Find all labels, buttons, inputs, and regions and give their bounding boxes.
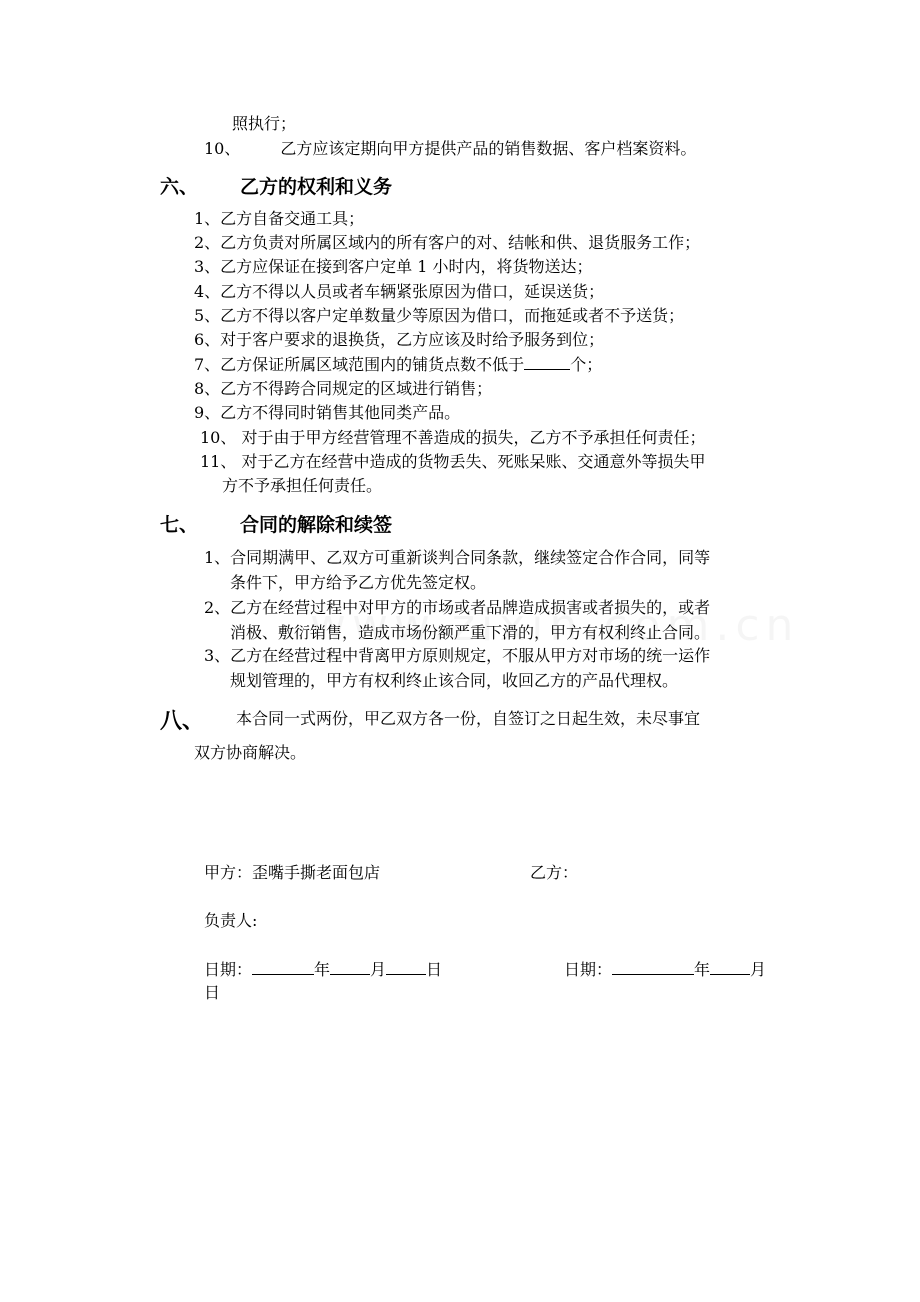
section6-item-1: 1、乙方自备交通工具； xyxy=(194,209,365,228)
section6-item-6: 6、对于客户要求的退换货，乙方应该及时给予服务到位； xyxy=(194,330,605,349)
date-party-a xyxy=(204,958,442,981)
month-blank xyxy=(710,958,750,975)
day-label: 日 xyxy=(426,960,443,979)
date-label: 日期： xyxy=(564,960,613,979)
section6-item-7-text: 7、乙方保证所属区域范围内的铺货点数不低于 xyxy=(194,355,525,374)
section6-item-11-continued: 方不予承担任何责任。 xyxy=(222,476,383,495)
day-blank xyxy=(386,958,426,975)
section7-item-3: 3、乙方在经营过程中背离甲方原则规定，不服从甲方对市场的统一运作 xyxy=(204,646,711,665)
section6-heading xyxy=(160,172,392,199)
section8-text: 本合同一式两份，甲乙双方各一份，自签订之日起生效，未尽事宜 xyxy=(236,709,701,728)
date-party-b xyxy=(564,958,766,981)
month-label: 月 xyxy=(370,960,387,979)
section6-item-7 xyxy=(194,353,602,376)
section6-item-11: 11、 对于乙方在经营中造成的货物丢失、死账呆账、交通意外等损失甲 xyxy=(200,452,706,471)
section6-item-9: 9、乙方不得同时销售其他同类产品。 xyxy=(194,403,461,422)
responsible-person: 负责人: xyxy=(204,911,258,930)
section7-item-1: 1、合同期满甲、乙双方可重新谈判合同条款，继续签定合作合同，同等 xyxy=(204,548,711,567)
date-party-b-day: 日 xyxy=(204,983,221,1002)
section6-item-4: 4、乙方不得以人员或者车辆紧张原因为借口，延误送货； xyxy=(194,282,605,301)
year-blank xyxy=(612,958,694,975)
year-label: 年 xyxy=(314,960,331,979)
section5-item10-text: 乙方应该定期向甲方提供产品的销售数据、客户档案资料。 xyxy=(280,139,697,158)
section7-item-1-continued: 条件下，甲方给予乙方优先签定权。 xyxy=(230,573,487,592)
section6-item-3: 3、乙方应保证在接到客户定单 1 小时内，将货物送达； xyxy=(194,257,593,276)
section7-item-2: 2、乙方在经营过程中对甲方的市场或者品牌造成损害或者损失的，或者 xyxy=(204,598,711,617)
section8-number: 八、 xyxy=(160,709,205,734)
section7-item-2-continued: 消极、敷衍销售，造成市场份额严重下滑的，甲方有权利终止合同。 xyxy=(230,623,711,642)
section5-item10 xyxy=(204,138,696,160)
section6-item-7-suffix: 个； xyxy=(570,355,603,374)
section6-item-8: 8、乙方不得跨合同规定的区域进行销售； xyxy=(194,379,493,398)
section5-item10-number: 10、 xyxy=(204,139,241,158)
section6-number: 六、 xyxy=(160,176,199,198)
month-label: 月 xyxy=(750,960,767,979)
section5-continuation: 照执行； xyxy=(232,114,297,133)
section7-number: 七、 xyxy=(160,514,199,536)
section8-text-continued: 双方协商解决。 xyxy=(194,743,307,762)
section7-heading xyxy=(160,510,392,537)
section7-item-3-continued: 规划管理的，甲方有权利终止该合同，收回乙方的产品代理权。 xyxy=(230,671,679,690)
fill-blank xyxy=(524,353,570,370)
section6-item-10: 10、 对于由于甲方经营管理不善造成的损失，乙方不予承担任何责任； xyxy=(200,428,706,447)
party-b-signature: 乙方： xyxy=(530,863,579,882)
section7-title: 合同的解除和续签 xyxy=(240,514,393,536)
section6-item-5: 5、乙方不得以客户定单数量少等原因为借口，而拖延或者不予送货； xyxy=(194,306,685,325)
year-label: 年 xyxy=(694,960,711,979)
date-label: 日期： xyxy=(204,960,253,979)
section6-item-2: 2、乙方负责对所属区域内的所有客户的对、结帐和供、退货服务工作； xyxy=(194,233,701,252)
party-a-signature: 甲方：歪嘴手撕老面包店 xyxy=(204,863,381,882)
month-blank xyxy=(330,958,370,975)
year-blank xyxy=(252,958,314,975)
section6-title: 乙方的权利和义务 xyxy=(240,176,393,198)
